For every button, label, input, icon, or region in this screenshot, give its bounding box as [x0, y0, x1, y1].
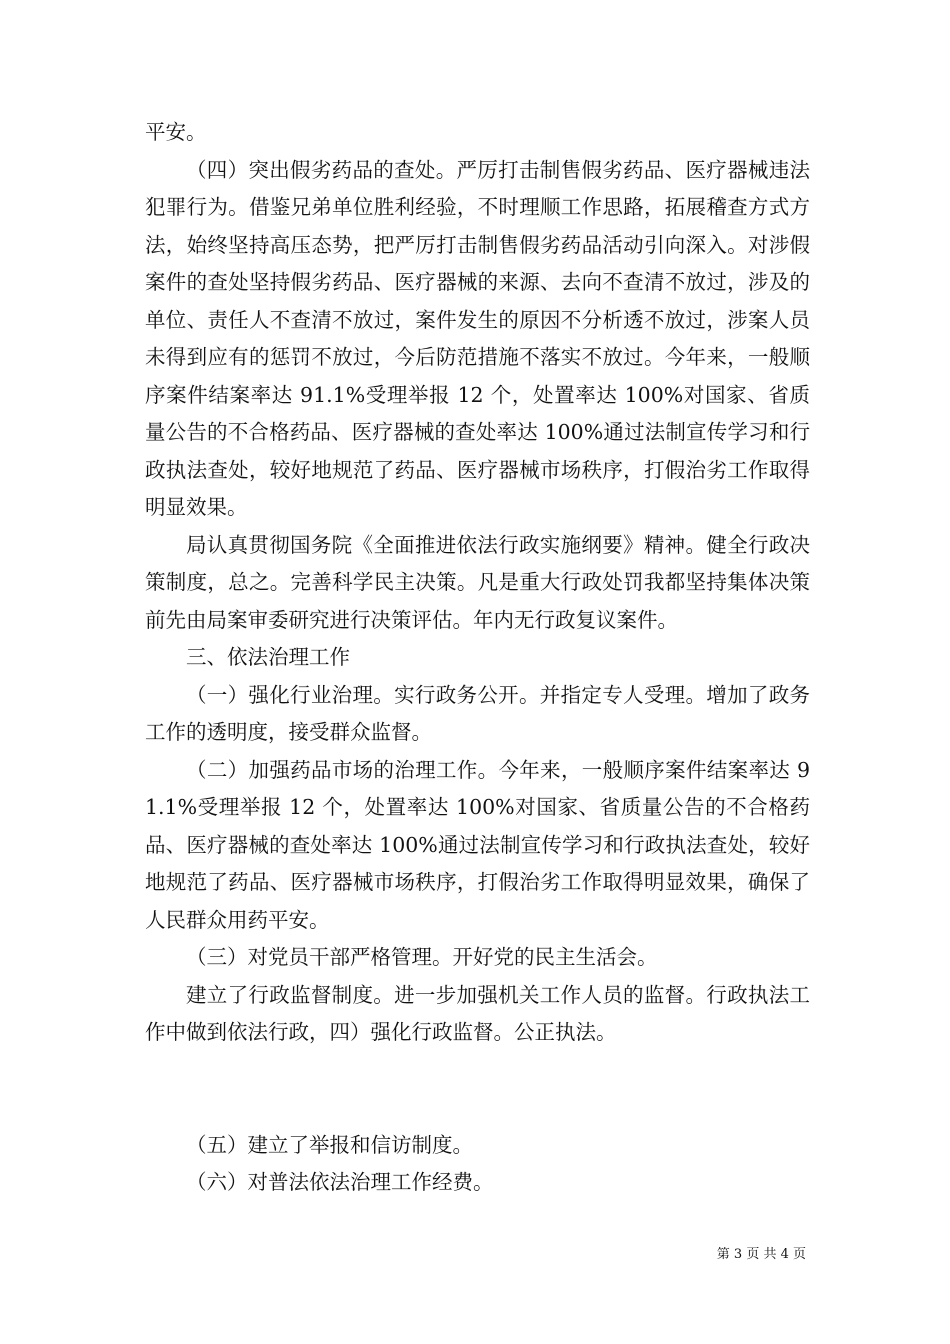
paragraph-continuation: 平安。 — [145, 120, 207, 144]
section-heading-governance: 三、依法治理工作 — [186, 645, 350, 669]
paragraph-item-two: （二）加强药品市场的治理工作。今年来，一般顺序案件结案率达 91.1%受理举报 12 个，处置率达 100%对国家、省质量公告的不合格药品、医疗器械的查处率达 100%通过法制宣传学习和行政执法查处，较好地规范了药品、医疗器械市场秩序，打假治劣工作取得明显效果，确保了人民群众用药平安。 — [145, 757, 810, 932]
document-body — [145, 114, 810, 1202]
blank-gap — [145, 1052, 810, 1127]
paragraph-decision-making: 局认真贯彻国务院《全面推进依法行政实施纲要》精神。健全行政决策制度，总之。完善科学民主决策。凡是重大行政处罚我都坚持集体决策前先由局案审委研究进行决策评估。年内无行政复议案件。 — [145, 532, 810, 632]
page-number-footer: 第 3 页 共 4 页 — [716, 1247, 806, 1262]
paragraph-supervision: 建立了行政监督制度。进一步加强机关工作人员的监督。行政执法工作中做到依法行政，四）强化行政监督。公正执法。 — [145, 982, 810, 1044]
paragraph-item-five: （五）建立了举报和信访制度。 — [186, 1132, 473, 1157]
paragraph-item-six: （六）对普法依法治理工作经费。 — [186, 1170, 494, 1194]
paragraph-section-four: （四）突出假劣药品的查处。严厉打击制售假劣药品、医疗器械违法犯罪行为。借鉴兄弟单位胜利经验，不时理顺工作思路，拓展稽查方式方法，始终坚持高压态势，把严厉打击制售假劣药品活动引向深入。对涉假案件的查处坚持假劣药品、医疗器械的来源、去向不查清不放过，涉及的单位、责任人不查清不放过，案件发生的原因不分析透不放过，涉案人员未得到应有的惩罚不放过，今后防范措施不落实不放过。今年来，一般顺序案件结案率达 91.1%受理举报 12 个，处置率达 100%对国家、省质量公告的不合格药品、医疗器械的查处率达 100%通过法制宣传学习和行政执法查处，较好地规范了药品、医疗器械市场秩序，打假治劣工作取得明显效果。 — [145, 157, 810, 519]
paragraph-item-three: （三）对党员干部严格管理。开好党的民主生活会。 — [186, 945, 658, 969]
paragraph-item-one: （一）强化行业治理。实行政务公开。并指定专人受理。增加了政务工作的透明度，接受群众监督。 — [145, 682, 810, 744]
